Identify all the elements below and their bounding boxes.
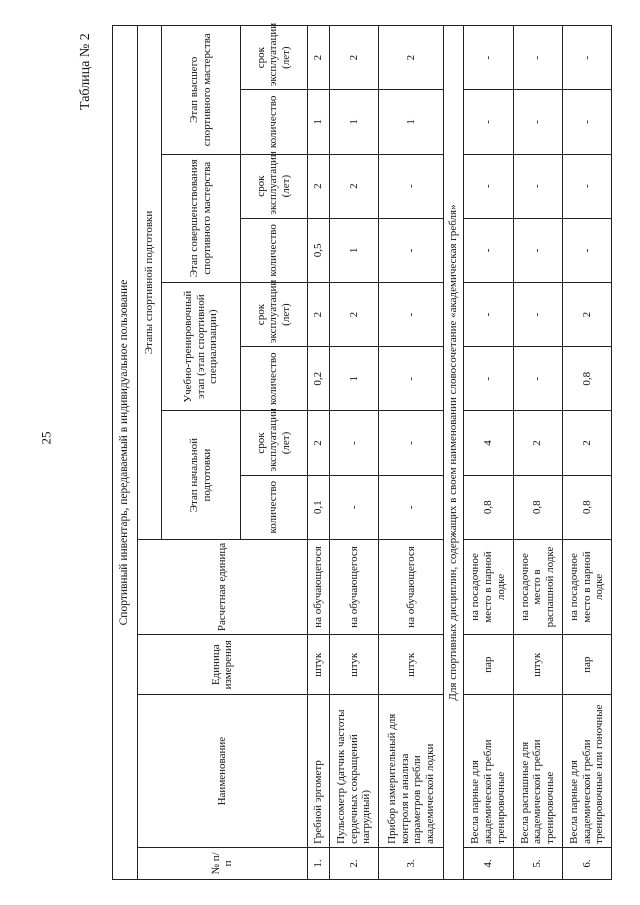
row-value: 0,2 <box>307 347 329 411</box>
row-value: - <box>379 411 444 475</box>
row-calc-unit: на обучающегося <box>379 539 444 634</box>
row-unit: пар <box>562 635 611 695</box>
row-value: 2 <box>307 282 329 346</box>
row-name: Прибор измерительный для контроля и анализа параметров гребли академической лодки <box>379 695 444 848</box>
table-body-general <box>307 26 443 880</box>
row-value: - <box>330 411 379 475</box>
row-value: 2 <box>307 154 329 218</box>
header-qty: количество <box>240 347 307 411</box>
row-value: - <box>513 90 562 154</box>
row-value: - <box>379 475 444 539</box>
table-row <box>330 26 379 880</box>
row-name: Весла распашные для академической гребли тренировочные <box>513 695 562 848</box>
header-term: срок эксплуатации (лет) <box>240 154 307 218</box>
header-stage-1: Этап начальной подготовки <box>162 411 240 539</box>
row-unit: штук <box>513 635 562 695</box>
row-value: - <box>379 218 444 282</box>
row-unit: штук <box>330 635 379 695</box>
row-name: Гребной эргометр <box>307 695 329 848</box>
row-value: 2 <box>330 154 379 218</box>
row-calc-unit: на обучающегося <box>307 539 329 634</box>
header-unit: Единица измерения <box>137 635 307 695</box>
row-value: - <box>562 154 611 218</box>
row-value: 2 <box>513 411 562 475</box>
row-calc-unit: на посадочное место в распашной лодке <box>513 539 562 634</box>
page-number: 25 <box>38 431 54 445</box>
row-name: Пульсометр (датчик частоты сердечных сокращений нагрудный) <box>330 695 379 848</box>
row-value: 0,8 <box>562 475 611 539</box>
header-stage-4: Этап высшего спортивного мастерства <box>162 26 240 155</box>
header-term: срок эксплуатации (лет) <box>240 411 307 475</box>
header-qty: количество <box>240 90 307 154</box>
row-value: 1 <box>330 90 379 154</box>
row-value: 0,8 <box>464 475 513 539</box>
row-number: 4. <box>464 847 513 879</box>
row-calc-unit: на обучающегося <box>330 539 379 634</box>
table-row <box>307 26 329 880</box>
header-qty: количество <box>240 475 307 539</box>
row-name: Весла парные для академической гребли тренировочные или гоночные <box>562 695 611 848</box>
header-name: Наименование <box>137 695 307 848</box>
rotated-table-container <box>112 22 612 880</box>
row-value: 0,1 <box>307 475 329 539</box>
row-calc-unit: на посадочное место в парной лодке <box>562 539 611 634</box>
row-number: 3. <box>379 847 444 879</box>
row-number: 1. <box>307 847 329 879</box>
header-term: срок эксплуатации (лет) <box>240 282 307 346</box>
row-unit: штук <box>307 635 329 695</box>
row-number: 5. <box>513 847 562 879</box>
row-number: 2. <box>330 847 379 879</box>
header-calc-unit: Расчетная единица <box>137 539 307 634</box>
row-value: - <box>330 475 379 539</box>
row-value: - <box>379 154 444 218</box>
row-value: - <box>379 347 444 411</box>
row-value: 2 <box>330 282 379 346</box>
table-row <box>562 26 611 880</box>
row-value: 0,8 <box>562 347 611 411</box>
row-calc-unit: на посадочное место в парной лодке <box>464 539 513 634</box>
header-stage-3: Этап совершенствования спортивного мастерства <box>162 154 240 282</box>
table-label: Таблица № 2 <box>78 33 93 110</box>
table-row <box>379 26 444 880</box>
header-stage-2: Учебно-тренировочный этап (этап спортивной специализации) <box>162 282 240 410</box>
row-unit: штук <box>379 635 444 695</box>
row-unit: пар <box>464 635 513 695</box>
row-value: - <box>562 26 611 90</box>
row-value: - <box>464 154 513 218</box>
row-value: 1 <box>330 347 379 411</box>
table-caption: Спортивный инвентарь, передаваемый в индивидуальное пользование <box>113 26 138 880</box>
row-value: 1 <box>330 218 379 282</box>
row-value: 0,8 <box>513 475 562 539</box>
row-value: 2 <box>330 26 379 90</box>
row-value: - <box>513 26 562 90</box>
row-value: 2 <box>562 282 611 346</box>
row-value: - <box>513 347 562 411</box>
row-value: - <box>562 218 611 282</box>
section-heading: Для спортивных дисциплин, содержащих в своем наименовании словосочетание «академическая гребля» <box>444 26 464 880</box>
row-value: 2 <box>307 26 329 90</box>
inventory-table <box>112 22 612 880</box>
row-value: 2 <box>562 411 611 475</box>
row-value: - <box>513 218 562 282</box>
table-row <box>513 26 562 880</box>
row-value: 1 <box>379 90 444 154</box>
row-value: - <box>513 154 562 218</box>
row-value: - <box>464 347 513 411</box>
row-value: - <box>464 26 513 90</box>
header-num: № п/п <box>137 847 307 879</box>
row-value: 2 <box>307 411 329 475</box>
row-value: - <box>379 282 444 346</box>
row-value: 4 <box>464 411 513 475</box>
row-value: 2 <box>379 26 444 90</box>
row-value: - <box>464 282 513 346</box>
row-value: - <box>562 90 611 154</box>
table-row <box>464 26 513 880</box>
header-qty: количество <box>240 218 307 282</box>
header-stages-group: Этапы спортивной подготовки <box>137 26 162 540</box>
row-value: - <box>464 90 513 154</box>
row-number: 6. <box>562 847 611 879</box>
header-term: срок эксплуатации (лет) <box>240 26 307 90</box>
row-value: 1 <box>307 90 329 154</box>
table-body-academic <box>464 26 612 880</box>
row-value: - <box>513 282 562 346</box>
row-value: - <box>464 218 513 282</box>
row-value: 0,5 <box>307 218 329 282</box>
row-name: Весла парные для академической гребли тренировочные <box>464 695 513 848</box>
